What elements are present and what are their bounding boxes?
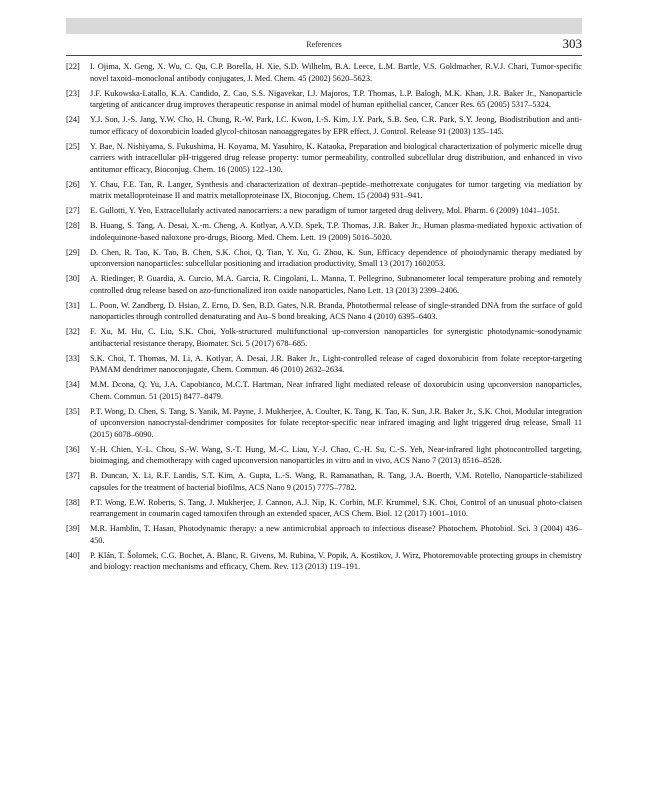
reference-number: [24]	[66, 115, 80, 124]
reference-entry	[66, 61, 582, 84]
reference-text: E. Gullotti, Y. Yeo, Extracellularly activated nanocarriers: a new paradigm of tumor targeted drug delivery, Mol. Pharm. 6 (2009) 1041–1051.	[90, 206, 560, 215]
reference-entry	[66, 273, 582, 296]
reference-text: Y.-H. Chien, Y.-L. Chou, S.-W. Wang, S.-T. Hung, M.-C. Liau, Y.-J. Chao, C.-H. Su, C.-S. Yeh, Near-infrared light photocontrolled targeting, bioimaging, and chemotherapy with caged upconversion nanoparticles in vitro and in vivo, ACS Nano 7 (2013) 8516–8528.	[90, 444, 582, 465]
reference-number: [29]	[66, 247, 80, 257]
reference-text: J.F. Kukowska-Latallo, K.A. Candido, Z. Cao, S.S. Nigavekar, I.J. Majoros, T.P. Thomas, L.P. Balogh, M.K. Khan, J.R. Baker Jr., Nanoparticle targeting of anticancer drug improves therapeutic response in animal model of human epithelial cancer, Cancer Res. 65 (2005) 5317–5324.	[90, 88, 582, 109]
reference-entry	[66, 444, 582, 467]
reference-number: [38]	[66, 497, 80, 507]
page-number: 303	[562, 36, 582, 51]
reference-number: [40]	[66, 550, 80, 560]
reference-text: D. Chen, R. Tao, K. Tao, B. Chen, S.K. Choi, Q. Tian, Y. Xu, G. Zhou, K. Sun, Efficacy dependence of photodynamic therapy mediated by upconversion nanoparticles: subcellular positioning and irradiation productivity, Small 13 (2017) 1602053.	[90, 247, 582, 268]
reference-entry	[66, 523, 582, 546]
reference-number: [25]	[66, 141, 80, 151]
reference-number: [34]	[66, 380, 80, 389]
reference-number: [30]	[66, 274, 80, 283]
reference-entry	[66, 247, 582, 270]
reference-number: [32]	[66, 327, 80, 336]
reference-number: [28]	[66, 221, 80, 230]
reference-text: Y. Bae, N. Nishiyama, S. Fukushima, H. Koyama, M. Yasuhiro, K. Kataoka, Preparation and biological characterization of polymeric micelle drug carriers with intracellular pH-triggered drug release property: tumor permeability, controlled subcellular drug distribution, and enhanced in vivo antitumor efficacy, Bioconjug. Chem. 16 (2005) 122–130.	[90, 141, 582, 174]
reference-text: P.T. Wong, E.W. Roberts, S. Tang, J. Mukherjee, J. Cannon, A.J. Nip, K. Corbin, M.F. Krummel, S.K. Choi, Control of an unusual photo-claisen rearrangement in coumarin caged tamoxifen through an extended spacer, ACS Chem. Biol. 12 (2017) 1001–1010.	[90, 497, 582, 518]
reference-number: [33]	[66, 353, 80, 363]
running-title: References	[306, 40, 342, 49]
reference-entry	[66, 550, 582, 573]
reference-entry	[66, 353, 582, 376]
reference-entry	[66, 220, 582, 243]
reference-text: M.R. Hamblin, T. Hasan, Photodynamic therapy: a new antimicrobial approach to infectious disease? Photochem. Photobiol. Sci. 3 (2004) 436–450.	[90, 524, 582, 545]
header-divider	[66, 55, 582, 56]
reference-entry	[66, 497, 582, 520]
reference-text: I. Ojima, X. Geng, X. Wu, C. Qu, C.P. Borella, H. Xie, S.D. Wilhelm, B.A. Leece, L.M. Bartle, V.S. Goldmacher, R.V.J. Chari, Tumor-specific novel taxoid–monoclonal antibody conjugates, J. Med. Chem. 45 (2002) 5620–5623.	[90, 62, 582, 83]
reference-number: [39]	[66, 524, 80, 533]
reference-text: P.T. Wong, D. Chen, S. Tang, S. Yanik, M. Payne, J. Mukherjee, A. Coulter, K. Tang, K. Tao, K. Sun, J.R. Baker Jr., S.K. Choi, Modular integration of upconversion nanocrystal-dendrimer composites for folate receptor-specific near infrared imaging and light triggered drug release, Small 11 (2015) 6078–6090.	[90, 406, 582, 439]
reference-entry	[66, 326, 582, 349]
reference-text: M.M. Dcona, Q. Yu, J.A. Capobianco, M.C.T. Hartman, Near infrared light mediated release of doxorubicin using upconversion nanoparticles, Chem. Commun. 51 (2015) 8477–8479.	[90, 380, 582, 401]
reference-text: B. Duncan, X. Li, R.F. Landis, S.T. Kim, A. Gupta, L.-S. Wang, R. Ramanathan, R. Tang, J.A. Boerth, V.M. Rotello, Nanoparticle-stabilized capsules for the treatment of bacterial biofilms, ACS Nano 9 (2015) 7775–7782.	[90, 471, 582, 492]
reference-entry	[66, 205, 582, 217]
reference-number: [31]	[66, 300, 80, 310]
reference-number: [23]	[66, 88, 80, 98]
header-bar	[66, 18, 582, 34]
reference-list	[66, 61, 582, 576]
reference-entry	[66, 406, 582, 441]
reference-text: Y.J. Son, J.-S. Jang, Y.W. Cho, H. Chung, R.-W. Park, I.C. Kwon, I.-S. Kim, J.Y. Park, S.B. Seo, C.R. Park, S.Y. Jeong, Biodistribution and anti-tumor efficacy of doxorubicin loaded glycol-chitosan nanoaggregates by EPR effect, J. Control. Release 91 (2003) 135–145.	[90, 115, 582, 136]
reference-text: B. Huang, S. Tang, A. Desai, X.-m. Cheng, A. Kotlyar, A.V.D. Spek, T.P. Thomas, J.R. Baker Jr., Human plasma-mediated hypoxic activation of indolequinone-based naloxone pro-drugs, Bioorg. Med. Chem. Lett. 19 (2009) 5016–5020.	[90, 221, 582, 242]
reference-entry	[66, 114, 582, 137]
reference-entry	[66, 179, 582, 202]
reference-text: A. Riedinger, P. Guardia, A. Curcio, M.A. Garcia, R. Cingolani, L. Manna, T. Pellegrino, Subnanometer local temperature probing and remotely controlled drug release based on azo-functionalized iron oxide nanoparticles, Nano Lett. 13 (2013) 2399–2406.	[90, 274, 582, 295]
reference-text: Y. Chau, F.E. Tan, R. Langer, Synthesis and characterization of dextran–peptide–methotrexate conjugates for tumor targeting via mediation by matrix metalloproteinase II and matrix metalloproteinase IX, Bioconjug. Chem. 15 (2004) 931–941.	[90, 179, 582, 200]
reference-entry	[66, 300, 582, 323]
reference-number: [26]	[66, 179, 80, 189]
reference-number: [37]	[66, 471, 80, 480]
reference-entry	[66, 141, 582, 176]
reference-text: P. Klán, T. Šolomek, C.G. Bochet, A. Blanc, R. Givens, M. Rubina, V. Popik, A. Kostikov, J. Wirz, Photoremovable protecting groups in chemistry and biology: reaction mechanisms and efficacy, Chem. Rev. 113 (2013) 119–191.	[90, 550, 582, 571]
reference-entry	[66, 379, 582, 402]
reference-entry	[66, 470, 582, 493]
reference-number: [36]	[66, 444, 80, 454]
reference-number: [22]	[66, 62, 80, 71]
reference-number: [27]	[66, 206, 80, 215]
reference-text: L. Poon, W. Zandberg, D. Hsiao, Z. Erno, D. Sen, B.D. Gates, N.R. Branda, Photothermal release of single-stranded DNA from the surface of gold nanoparticles through controlled denaturating and Au–S bond breaking, ACS Nano 4 (2010) 6395–6403.	[90, 300, 582, 321]
reference-entry	[66, 88, 582, 111]
reference-number: [35]	[66, 406, 80, 416]
reference-text: S.K. Choi, T. Thomas, M. Li, A. Kotlyar, A. Desai, J.R. Baker Jr., Light-controlled release of caged doxorubicin from folate receptor-targeting PAMAM dendrimer nanoconjugate, Chem. Commun. 46 (2010) 2632–2634.	[90, 353, 582, 374]
reference-text: F. Xu, M. Hu, C. Liu, S.K. Choi, Yolk-structured multifunctional up-conversion nanoparticles for synergistic photodynamic-sonodynamic antibacterial resistance therapy, Biomater. Sci. 5 (2017) 678–685.	[90, 327, 582, 348]
